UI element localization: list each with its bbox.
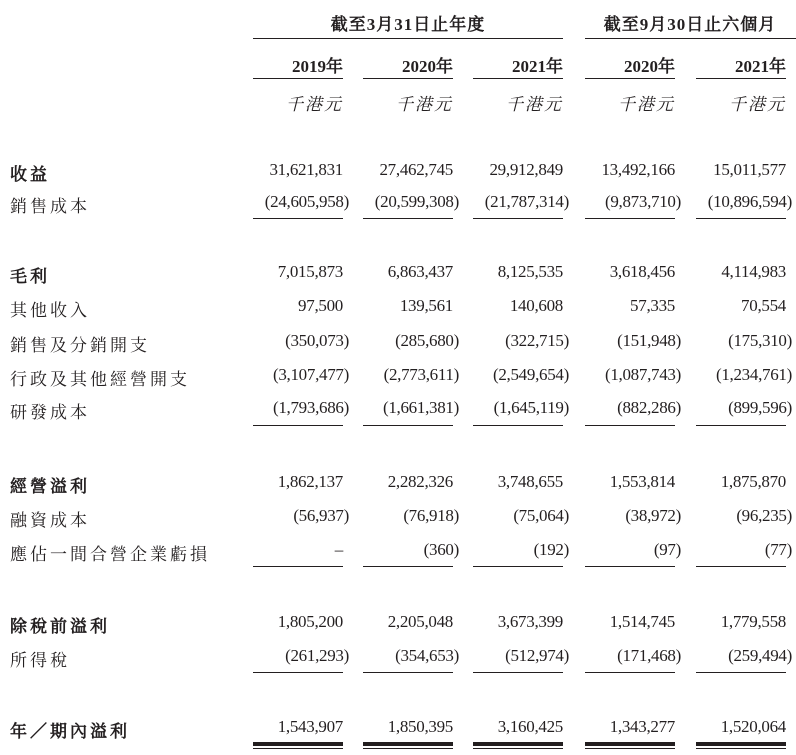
value-text: (24,605,958) bbox=[264, 192, 349, 211]
subtotal-rule bbox=[696, 672, 786, 673]
value-text: 2,205,048 bbox=[387, 612, 453, 631]
value-text: 4,114,983 bbox=[721, 262, 786, 281]
value-text: (175,310) bbox=[728, 331, 792, 350]
row-label: 融資成本 bbox=[10, 511, 90, 530]
row-value bbox=[233, 612, 343, 632]
value-text: 7,015,873 bbox=[277, 262, 343, 281]
value-text: 1,850,395 bbox=[387, 717, 453, 736]
subtotal-rule bbox=[253, 218, 343, 219]
value-text: (360) bbox=[423, 540, 459, 559]
value-text: (1,793,686) bbox=[272, 398, 349, 417]
value-text: 97,500 bbox=[298, 296, 343, 315]
row-value bbox=[343, 365, 459, 385]
column-unit: 千港元 bbox=[396, 95, 453, 114]
subtotal-rule bbox=[253, 672, 343, 673]
row-value bbox=[676, 398, 792, 418]
column-header-rule bbox=[585, 78, 675, 79]
row-value bbox=[343, 160, 453, 180]
row-value bbox=[233, 262, 343, 282]
row-value bbox=[343, 262, 453, 282]
row-label: 除稅前溢利 bbox=[10, 617, 110, 636]
value-text: (3,107,477) bbox=[272, 365, 349, 384]
row-label: 其他收入 bbox=[10, 301, 90, 320]
subtotal-rule bbox=[696, 218, 786, 219]
value-text: (9,873,710) bbox=[604, 192, 681, 211]
column-unit: 千港元 bbox=[506, 95, 563, 114]
row-value bbox=[343, 646, 459, 666]
row-value bbox=[676, 506, 792, 526]
row-value bbox=[233, 472, 343, 492]
row-value bbox=[453, 365, 569, 385]
group-rule-interim bbox=[585, 38, 796, 39]
value-text: 1,875,870 bbox=[720, 472, 786, 491]
row-value bbox=[453, 646, 569, 666]
group-header-interim: 截至9月30日止六個月 bbox=[603, 15, 777, 34]
row-value bbox=[676, 160, 786, 180]
value-text: 13,492,166 bbox=[601, 160, 675, 179]
subtotal-rule bbox=[585, 672, 675, 673]
subtotal-rule bbox=[253, 566, 343, 567]
value-text: 1,779,558 bbox=[720, 612, 786, 631]
value-text: 57,335 bbox=[630, 296, 675, 315]
row-value bbox=[565, 540, 681, 560]
value-text: (882,286) bbox=[617, 398, 681, 417]
group-header-annual: 截至3月31日止年度 bbox=[330, 15, 486, 34]
column-year-header: 2021年 bbox=[735, 57, 786, 76]
value-text: (899,596) bbox=[728, 398, 792, 417]
row-label: 年／期內溢利 bbox=[10, 722, 130, 741]
row-value bbox=[233, 717, 343, 737]
row-value bbox=[343, 398, 459, 418]
row-value bbox=[676, 192, 792, 212]
value-text: 29,912,849 bbox=[489, 160, 563, 179]
row-value bbox=[565, 612, 675, 632]
total-double-rule bbox=[696, 742, 786, 749]
row-value bbox=[565, 365, 681, 385]
row-label: 行政及其他經營開支 bbox=[10, 370, 190, 389]
total-double-rule bbox=[253, 742, 343, 749]
value-text: 15,011,577 bbox=[713, 160, 786, 179]
value-text: 1,553,814 bbox=[609, 472, 675, 491]
column-header-rule bbox=[696, 78, 786, 79]
row-value bbox=[676, 612, 786, 632]
value-text: (1,661,381) bbox=[382, 398, 459, 417]
row-label: 應佔一間合營企業虧損 bbox=[10, 545, 210, 564]
subtotal-rule bbox=[363, 425, 453, 426]
row-value bbox=[453, 296, 563, 316]
row-label: 經營溢利 bbox=[10, 477, 90, 496]
subtotal-rule bbox=[363, 672, 453, 673]
row-value bbox=[453, 717, 563, 737]
subtotal-rule bbox=[473, 425, 563, 426]
row-value bbox=[453, 540, 569, 560]
row-value bbox=[233, 646, 349, 666]
row-value bbox=[676, 262, 786, 282]
row-value bbox=[565, 472, 675, 492]
value-text: 27,462,745 bbox=[379, 160, 453, 179]
value-text: 31,621,831 bbox=[269, 160, 343, 179]
value-text: (75,064) bbox=[513, 506, 569, 525]
value-text: (322,715) bbox=[505, 331, 569, 350]
column-unit: 千港元 bbox=[729, 95, 786, 114]
column-unit: 千港元 bbox=[286, 95, 343, 114]
row-value bbox=[453, 262, 563, 282]
row-value bbox=[565, 398, 681, 418]
row-value bbox=[233, 365, 349, 385]
column-unit: 千港元 bbox=[618, 95, 675, 114]
value-text: (512,974) bbox=[505, 646, 569, 665]
value-text: 139,561 bbox=[399, 296, 453, 315]
value-text: – bbox=[334, 540, 343, 559]
row-value bbox=[233, 296, 343, 316]
value-text: (259,494) bbox=[728, 646, 792, 665]
row-value bbox=[343, 472, 453, 492]
row-label: 毛利 bbox=[10, 267, 50, 286]
row-value bbox=[233, 192, 349, 212]
group-rule-annual bbox=[253, 38, 563, 39]
row-value bbox=[343, 506, 459, 526]
column-year-header: 2020年 bbox=[624, 57, 675, 76]
row-value bbox=[676, 540, 792, 560]
value-text: 3,748,655 bbox=[497, 472, 563, 491]
value-text: 6,863,437 bbox=[387, 262, 453, 281]
subtotal-rule bbox=[696, 425, 786, 426]
row-value bbox=[676, 472, 786, 492]
column-header-rule bbox=[473, 78, 563, 79]
subtotal-rule bbox=[473, 566, 563, 567]
row-value bbox=[565, 331, 681, 351]
value-text: 1,805,200 bbox=[277, 612, 343, 631]
row-value bbox=[343, 540, 459, 560]
row-value bbox=[676, 296, 786, 316]
value-text: (192) bbox=[533, 540, 569, 559]
row-value bbox=[565, 717, 675, 737]
row-value bbox=[565, 646, 681, 666]
row-value bbox=[343, 717, 453, 737]
row-value bbox=[453, 192, 569, 212]
subtotal-rule bbox=[363, 218, 453, 219]
row-value bbox=[565, 296, 675, 316]
subtotal-rule bbox=[473, 672, 563, 673]
value-text: (1,087,743) bbox=[604, 365, 681, 384]
value-text: (354,653) bbox=[395, 646, 459, 665]
column-year-header: 2019年 bbox=[292, 57, 343, 76]
value-text: (77) bbox=[764, 540, 792, 559]
value-text: 1,514,745 bbox=[609, 612, 675, 631]
row-value bbox=[343, 296, 453, 316]
value-text: 1,543,907 bbox=[277, 717, 343, 736]
row-label: 所得稅 bbox=[10, 651, 70, 670]
total-double-rule bbox=[363, 742, 453, 749]
total-double-rule bbox=[585, 742, 675, 749]
subtotal-rule bbox=[363, 566, 453, 567]
subtotal-rule bbox=[473, 218, 563, 219]
value-text: (38,972) bbox=[625, 506, 681, 525]
subtotal-rule bbox=[585, 218, 675, 219]
value-text: (76,918) bbox=[403, 506, 459, 525]
subtotal-rule bbox=[253, 425, 343, 426]
row-value bbox=[453, 398, 569, 418]
value-text: (20,599,308) bbox=[374, 192, 459, 211]
value-text: 1,520,064 bbox=[720, 717, 786, 736]
row-value bbox=[233, 331, 349, 351]
row-value bbox=[565, 262, 675, 282]
column-year-header: 2021年 bbox=[512, 57, 563, 76]
value-text: (285,680) bbox=[395, 331, 459, 350]
value-text: 70,554 bbox=[741, 296, 786, 315]
row-value bbox=[233, 398, 349, 418]
row-value bbox=[343, 612, 453, 632]
value-text: 3,673,399 bbox=[497, 612, 563, 631]
row-value bbox=[676, 365, 792, 385]
value-text: 3,160,425 bbox=[497, 717, 563, 736]
subtotal-rule bbox=[696, 566, 786, 567]
row-value bbox=[453, 331, 569, 351]
value-text: (261,293) bbox=[285, 646, 349, 665]
value-text: (97) bbox=[653, 540, 681, 559]
value-text: (1,234,761) bbox=[715, 365, 792, 384]
row-value bbox=[233, 160, 343, 180]
row-value bbox=[453, 472, 563, 492]
value-text: (10,896,594) bbox=[707, 192, 792, 211]
row-value bbox=[676, 646, 792, 666]
total-double-rule bbox=[473, 742, 563, 749]
value-text: 140,608 bbox=[509, 296, 563, 315]
row-value bbox=[343, 331, 459, 351]
row-value bbox=[565, 192, 681, 212]
row-value bbox=[453, 506, 569, 526]
row-value bbox=[676, 331, 792, 351]
row-label: 研發成本 bbox=[10, 403, 90, 422]
value-text: (96,235) bbox=[736, 506, 792, 525]
value-text: (350,073) bbox=[285, 331, 349, 350]
value-text: (171,468) bbox=[617, 646, 681, 665]
value-text: (1,645,119) bbox=[493, 398, 569, 417]
column-header-rule bbox=[363, 78, 453, 79]
row-value bbox=[676, 717, 786, 737]
column-header-rule bbox=[253, 78, 343, 79]
subtotal-rule bbox=[585, 425, 675, 426]
value-text: (2,773,611) bbox=[383, 365, 459, 384]
value-text: 1,343,277 bbox=[609, 717, 675, 736]
value-text: (2,549,654) bbox=[492, 365, 569, 384]
subtotal-rule bbox=[585, 566, 675, 567]
value-text: (21,787,314) bbox=[484, 192, 569, 211]
value-text: 2,282,326 bbox=[387, 472, 453, 491]
row-value bbox=[565, 506, 681, 526]
column-year-header: 2020年 bbox=[402, 57, 453, 76]
row-label: 收益 bbox=[10, 165, 50, 184]
value-text: 8,125,535 bbox=[497, 262, 563, 281]
row-label: 銷售成本 bbox=[10, 197, 90, 216]
row-value bbox=[453, 160, 563, 180]
row-value bbox=[233, 540, 343, 560]
value-text: 3,618,456 bbox=[609, 262, 675, 281]
row-value bbox=[453, 612, 563, 632]
row-value bbox=[343, 192, 459, 212]
value-text: 1,862,137 bbox=[277, 472, 343, 491]
value-text: (151,948) bbox=[617, 331, 681, 350]
row-value bbox=[565, 160, 675, 180]
row-value bbox=[233, 506, 349, 526]
value-text: (56,937) bbox=[293, 506, 349, 525]
row-label: 銷售及分銷開支 bbox=[10, 336, 150, 355]
